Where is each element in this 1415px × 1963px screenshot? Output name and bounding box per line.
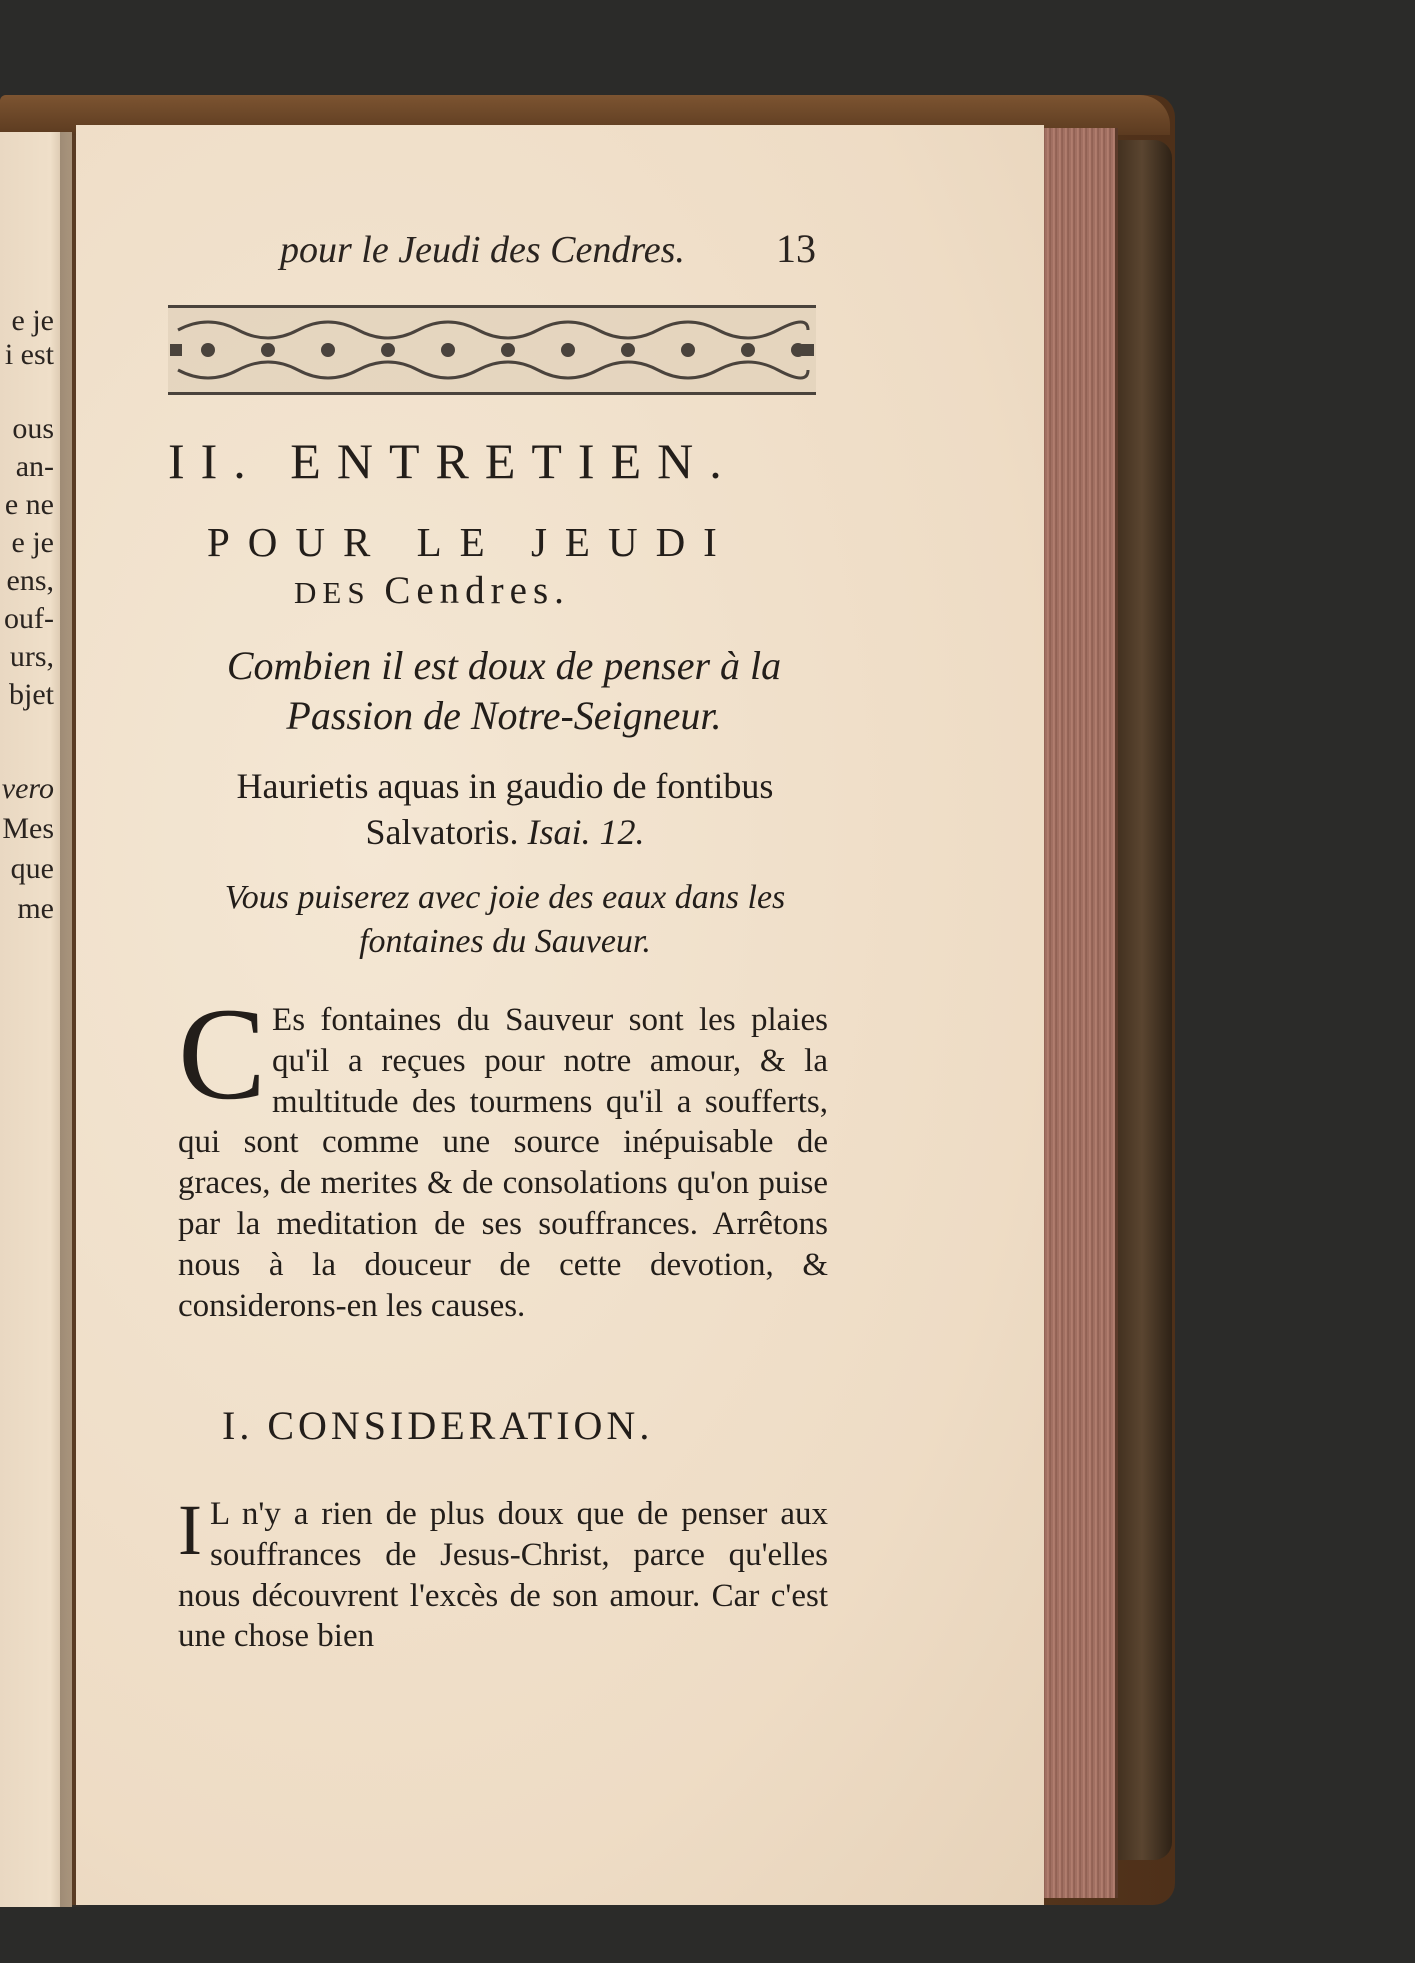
latin-quote-reference: Isai. 12.: [527, 812, 645, 852]
facing-page-line: i est: [4, 338, 54, 371]
french-quote-line: Vous puiserez avec joie des eaux dans les: [224, 879, 786, 916]
facing-page-line: Mes: [2, 812, 54, 845]
facing-page-line: e je: [11, 304, 54, 337]
latin-quote: [172, 763, 838, 855]
facing-page-line: vero: [1, 772, 54, 805]
facing-page-line: ouf-: [4, 602, 54, 635]
facing-page-line: urs,: [9, 640, 54, 673]
italic-heading-line: Passion de Notre-Seigneur.: [286, 693, 722, 738]
paragraph-text: L n'y a rien de plus doux que de penser aux souffrances de Jesus-Christ, parce qu'elles nous découvrent l'excès de son amour. Car c'est une chose bien: [178, 1496, 828, 1655]
drop-cap: I: [178, 1490, 202, 1570]
facing-page-line: que: [10, 852, 54, 885]
drop-cap: C: [178, 980, 267, 1127]
french-quote-line: fontaines du Sauveur.: [359, 923, 651, 960]
body-paragraph: [178, 1490, 828, 1657]
decorative-headpiece: [168, 305, 816, 395]
facing-page-line: bjet: [9, 678, 54, 711]
paragraph-text: Es fontaines du Sauveur sont les plaies qu'il a reçues pour notre amour, & la multitude des tourmens qu'il a soufferts, qui sont comme une source inépuisable de graces, de merites & de consolations qu'on puise par la meditation de ses souffrances. Arrêtons nous à la douceur de cette devotion, & considerons-en les causes.: [178, 1002, 828, 1324]
chapter-subtitle-line2: [294, 568, 570, 613]
italic-heading-line: Combien il est doux de penser à la: [226, 643, 782, 688]
subtitle-prefix: DES: [294, 575, 371, 610]
latin-quote-line2: [172, 809, 838, 855]
french-quote: [172, 876, 838, 964]
section-heading: I. CONSIDERATION.: [222, 1403, 654, 1448]
chapter-title: II. ENTRETIEN.: [168, 433, 738, 489]
headpiece-pattern-icon: [168, 308, 816, 392]
facing-page-line: me: [17, 892, 54, 925]
latin-quote-text: Salvatoris.: [365, 812, 519, 852]
facing-page-line: e je: [11, 526, 54, 559]
facing-page-line: ous: [12, 412, 54, 445]
book-back-board: [1112, 140, 1172, 1860]
subtitle-word: Cendres.: [384, 569, 570, 612]
facing-page-line: an-: [15, 450, 54, 483]
running-head: pour le Jeudi des Cendres.: [280, 229, 685, 271]
body-paragraph: [178, 980, 828, 1326]
page-number: 13: [776, 226, 816, 271]
page-block-edge: [1040, 128, 1118, 1898]
facing-page-line: ens,: [6, 564, 54, 597]
chapter-subtitle: POUR LE JEUDI: [207, 519, 735, 565]
latin-quote-line: Haurietis aquas in gaudio de fontibus: [236, 766, 774, 806]
facing-page-line: e ne: [4, 488, 54, 521]
